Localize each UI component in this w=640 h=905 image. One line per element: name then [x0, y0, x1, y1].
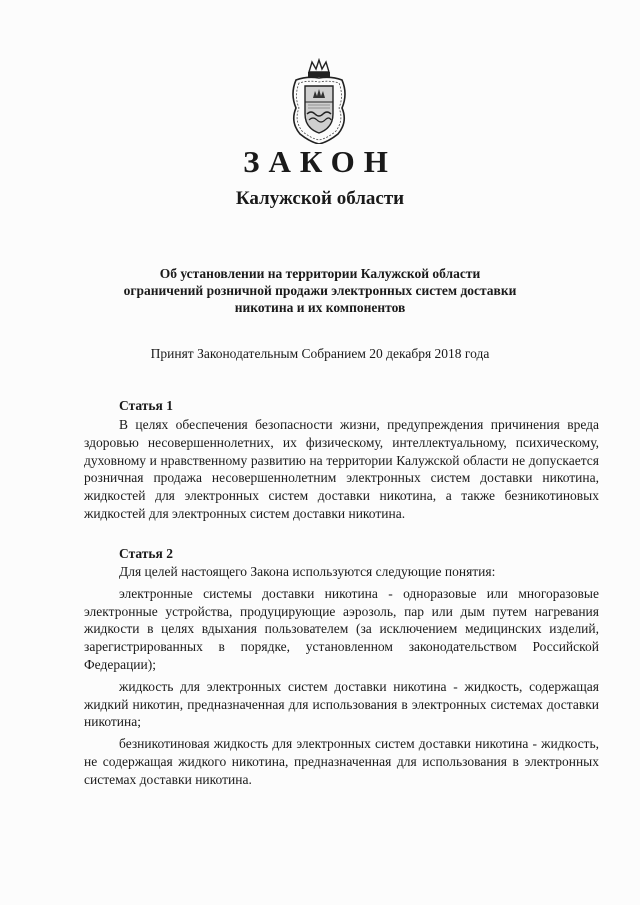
article-2-heading: Статья 2 [119, 546, 173, 561]
article-1-heading: Статья 1 [119, 398, 173, 413]
article-2-paragraph: безникотиновая жидкость для электронных систем доставки никотина - жидкость, не содержащая жидкого никотина, предназначенная для использования в электронных системах доставки никотина. [84, 736, 599, 787]
article-1-paragraph: В целях обеспечения безопасности жизни, предупреждения причинения вреда здоровью несовершеннолетних, их физическому, интеллектуальному, психическому, духовному и нравственному развитию на территории Калужской области не допускается розничная продажа несовершеннолетним электронных систем доставки никотина, жидкостей для электронных систем доставки никотина, а также безникотиновых жидкостей для электронных систем доставки никотина. [84, 417, 599, 521]
article-1-body [84, 416, 599, 527]
article-2-paragraph: электронные системы доставки никотина - одноразовые или многоразовые электронные устройства, продуцирующие аэрозоль, пар или дым путем нагревания жидкости в целях вдыхания пользователем (за исключением медицинских изделий, зарегистрированных в порядке, установленном законодательством Российской Федерации); [84, 585, 599, 672]
document-subject: Об установлении на территории Калужской области ограничений розничной продажи электронных систем доставки никотина и их компонентов [123, 266, 517, 315]
document-title: ЗАКОН [243, 144, 397, 179]
article-2-paragraph: жидкость для электронных систем доставки никотина - жидкость, содержащая жидкий никотин, предназначенная для использования в электронных системах доставки никотина; [84, 678, 599, 730]
coat-of-arms-icon [288, 58, 350, 144]
article-2-paragraph: Для целей настоящего Закона используются следующие понятия: [119, 564, 496, 579]
adoption-line: Принят Законодательным Собранием 20 декабря 2018 года [150, 346, 490, 361]
article-2-body [84, 563, 599, 793]
document-region: Калужской области [235, 188, 405, 209]
